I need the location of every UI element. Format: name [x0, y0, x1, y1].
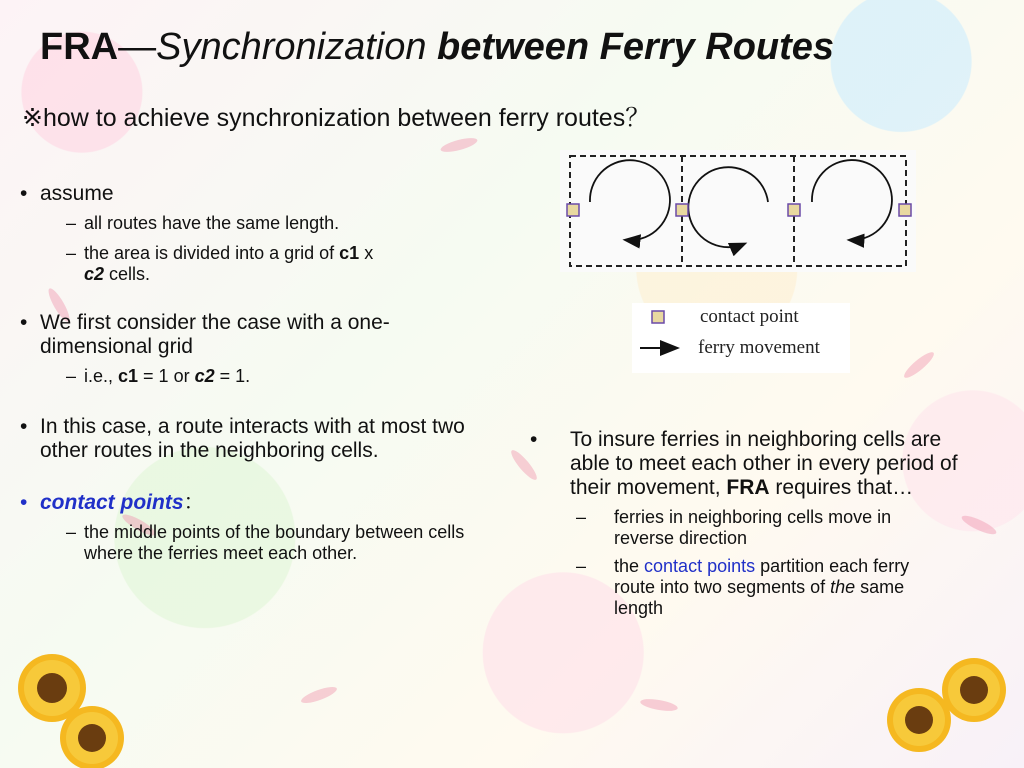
legend-ferry-movement: ferry movement	[698, 337, 820, 358]
background-petal	[639, 697, 678, 713]
req2-contact-points: contact points	[644, 556, 756, 576]
insure-fra: FRA	[726, 476, 770, 499]
right-column	[510, 428, 980, 619]
contact-point-icon	[788, 204, 800, 216]
sunflower-decoration-left	[0, 648, 150, 768]
sub-bullet-grid	[0, 243, 476, 285]
ie-c1: c1	[118, 366, 139, 386]
slide-title	[40, 26, 1000, 69]
grid-border	[570, 156, 906, 266]
legend-contact-point-icon	[652, 311, 664, 323]
bullet-text: assume	[40, 182, 114, 205]
ferry-route-arc-2	[688, 167, 768, 247]
bullet-interacts	[0, 415, 480, 463]
bullet-text: To insure ferries in neighboring cells are able to meet each other in every period of their movement,	[570, 428, 958, 499]
sub-bullet-contact-desc	[0, 522, 476, 564]
ferry-route-svg	[560, 150, 916, 272]
contact-point-icon	[899, 204, 911, 216]
contact-point-icon	[676, 204, 688, 216]
legend-contact-point: contact point	[700, 306, 799, 327]
sub-bullet-reverse	[510, 507, 954, 549]
bullet-insure	[510, 428, 960, 500]
ie-c2: c2	[194, 366, 215, 386]
background-petal	[299, 684, 338, 706]
sunflower-decoration-right	[874, 658, 1024, 768]
bullet-one-dimensional	[0, 311, 440, 359]
bullet-assume	[0, 182, 490, 206]
sub-bullet-partition	[510, 556, 954, 619]
ie-prefix: i.e.,	[84, 366, 119, 386]
background-petal	[439, 135, 478, 154]
title-dash: —	[118, 26, 157, 68]
sub-bullet-same-length	[0, 213, 490, 234]
ferry-route-arc-3	[812, 160, 892, 240]
req2-the: the	[830, 577, 856, 597]
ie-end: = 1.	[214, 366, 251, 386]
diagram-legend	[632, 303, 850, 373]
grid-cells: cells.	[104, 264, 151, 284]
sub-bullet-text: ferries in neighboring cells move in reverse direction	[614, 507, 892, 548]
title-synchronization: Synchronization	[156, 26, 438, 68]
sub-bullet-text: all routes have the same length.	[84, 213, 340, 233]
left-column	[0, 182, 490, 564]
contact-points-colon: ：	[183, 491, 205, 514]
req2-prefix: the	[614, 556, 645, 576]
ferry-route-arc-1	[590, 160, 670, 240]
sub-bullet-text: the middle points of the boundary between cells where the ferries meet each other.	[84, 522, 465, 563]
grid-c2: c2	[84, 264, 105, 284]
contact-points-label: contact points	[40, 491, 184, 514]
contact-point-icon	[567, 204, 579, 216]
background-petal	[901, 349, 937, 381]
title-fra: FRA	[40, 26, 119, 68]
ie-mid: = 1 or	[138, 366, 195, 386]
bullet-contact-points	[0, 491, 490, 515]
grid-x: x	[359, 243, 374, 263]
req2-mid: partition each ferry route into two segments of	[614, 556, 910, 597]
insure-end: requires that…	[769, 476, 914, 499]
bullet-text: In this case, a route interacts with at most two other routes in the neighboring cells.	[40, 415, 465, 462]
grid-c1: c1	[339, 243, 360, 263]
title-between-ferry-routes: between Ferry Routes	[437, 26, 835, 68]
ferry-route-diagram	[560, 150, 916, 272]
sub-bullet-text: the area is divided into a grid of	[84, 243, 340, 263]
sub-bullet-ie	[0, 366, 490, 387]
req2-end: same length	[614, 577, 905, 618]
bullet-text: We first consider the case with a one-dimensional grid	[40, 311, 390, 358]
slide-subtitle: ※how to achieve synchronization between ferry routes？	[22, 104, 651, 132]
